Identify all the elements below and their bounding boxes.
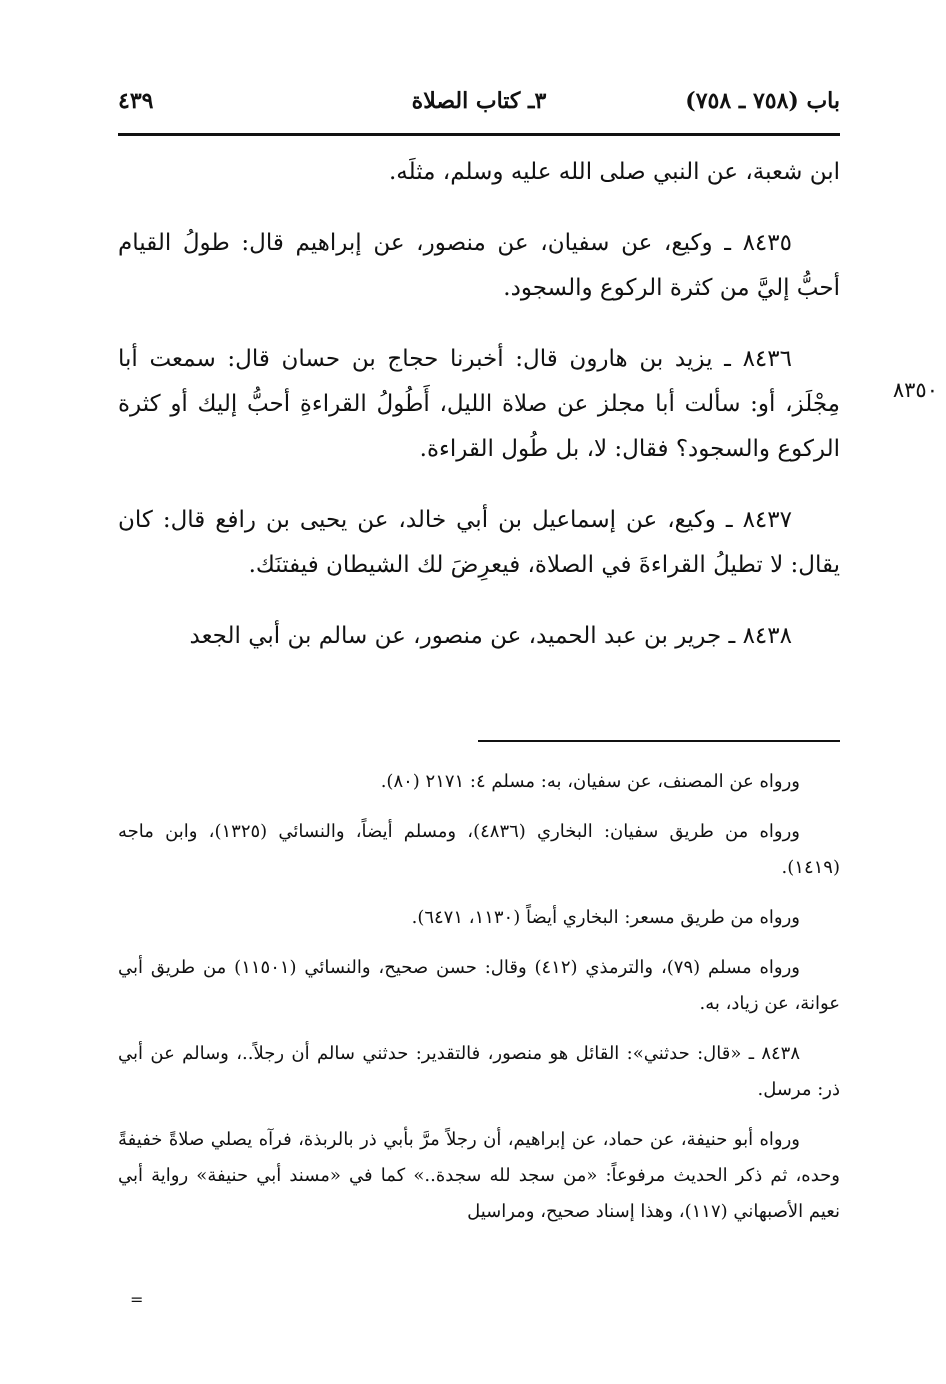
footnote-paragraph: ورواه من طريق سفيان: البخاري (٤٨٣٦)، ومسلم أيضاً، والنسائي (١٣٢٥)، وابن ماجه (١٤١٩). <box>118 821 840 878</box>
footnote-paragraph: ورواه عن المصنف، عن سفيان، به: مسلم ٤: ٢١٧١ (٨٠). <box>380 771 800 792</box>
paragraph: ٨٤٣٨ ـ جرير بن عبد الحميد، عن منصور، عن سالم بن أبي الجعد <box>189 623 792 649</box>
footnote-paragraph: ورواه من طريق مسعر: البخاري أيضاً (١١٣٠، ٦٤٧١). <box>411 907 800 928</box>
paragraph: ٨٤٣٧ ـ وكيع، عن إسماعيل بن أبي خالد، عن يحيى بن رافع قال: كان يقال: لا تطيلُ القراءةَ في الصلاة، فيعرِضَ لك الشيطان فيفتنَك. <box>118 507 840 578</box>
paragraph: ٨٤٣٥ ـ وكيع، عن سفيان، عن منصور، عن إبراهيم قال: طولُ القيام أحبُّ إليَّ من كثرة الركوع والسجود. <box>118 230 840 301</box>
paragraph: ابن شعبة، عن النبي صلى الله عليه وسلم، مثلَه. <box>388 159 840 185</box>
header-rule <box>118 133 840 136</box>
footnote-paragraph: ورواه مسلم (٧٩)، والترمذي (٤١٢) وقال: حسن صحيح، والنسائي (١١٥٠١) من طريق أبي عوانة، عن زياد، به. <box>118 957 840 1014</box>
paragraph: ٨٤٣٦ ـ يزيد بن هارون قال: أخبرنا حجاج بن حسان قال: سمعت أبا مِجْلَز، أو: سألت أبا مجلز عن صلاة الليل، أَطُولُ القراءةِ أحبُّ إليك أو كثرة الركوع والسجود؟ فقال: لا، بل طُول القراءة. <box>118 346 840 462</box>
footnote-paragraph: ورواه أبو حنيفة، عن حماد، عن إبراهيم، أن رجلاً مرَّ بأبي ذر بالربذة، فرآه يصلي صلاةً خفيفةً وحده، ثم ذكر الحديث مرفوعاً: «من سجد لله سجدة..» كما في «مسند أبي حنيفة» رواية أبي نعيم الأصبهاني (١١٧)، وهذا إسناد صحيح، ومراسيل <box>118 1129 841 1222</box>
page-number: ٤٣٩ <box>118 88 154 114</box>
main-text <box>118 150 840 685</box>
footnotes <box>118 764 840 1244</box>
continuation-mark: = <box>130 1290 144 1309</box>
footnote-paragraph: ٨٤٣٨ ـ «قال: حدثني»: القائل هو منصور، فالتقدير: حدثني سالم أن رجلاً..، وسالم عن أبي ذر: مرسل. <box>118 1043 840 1100</box>
book-title: ٣ـ كتاب الصلاة <box>411 88 547 114</box>
margin-number: ٨٣٥٠ <box>892 378 938 402</box>
page-header <box>118 86 840 130</box>
footnote-rule <box>478 740 840 742</box>
chapter-title: باب (٧٥٨ ـ ٧٥٨) <box>685 88 840 114</box>
